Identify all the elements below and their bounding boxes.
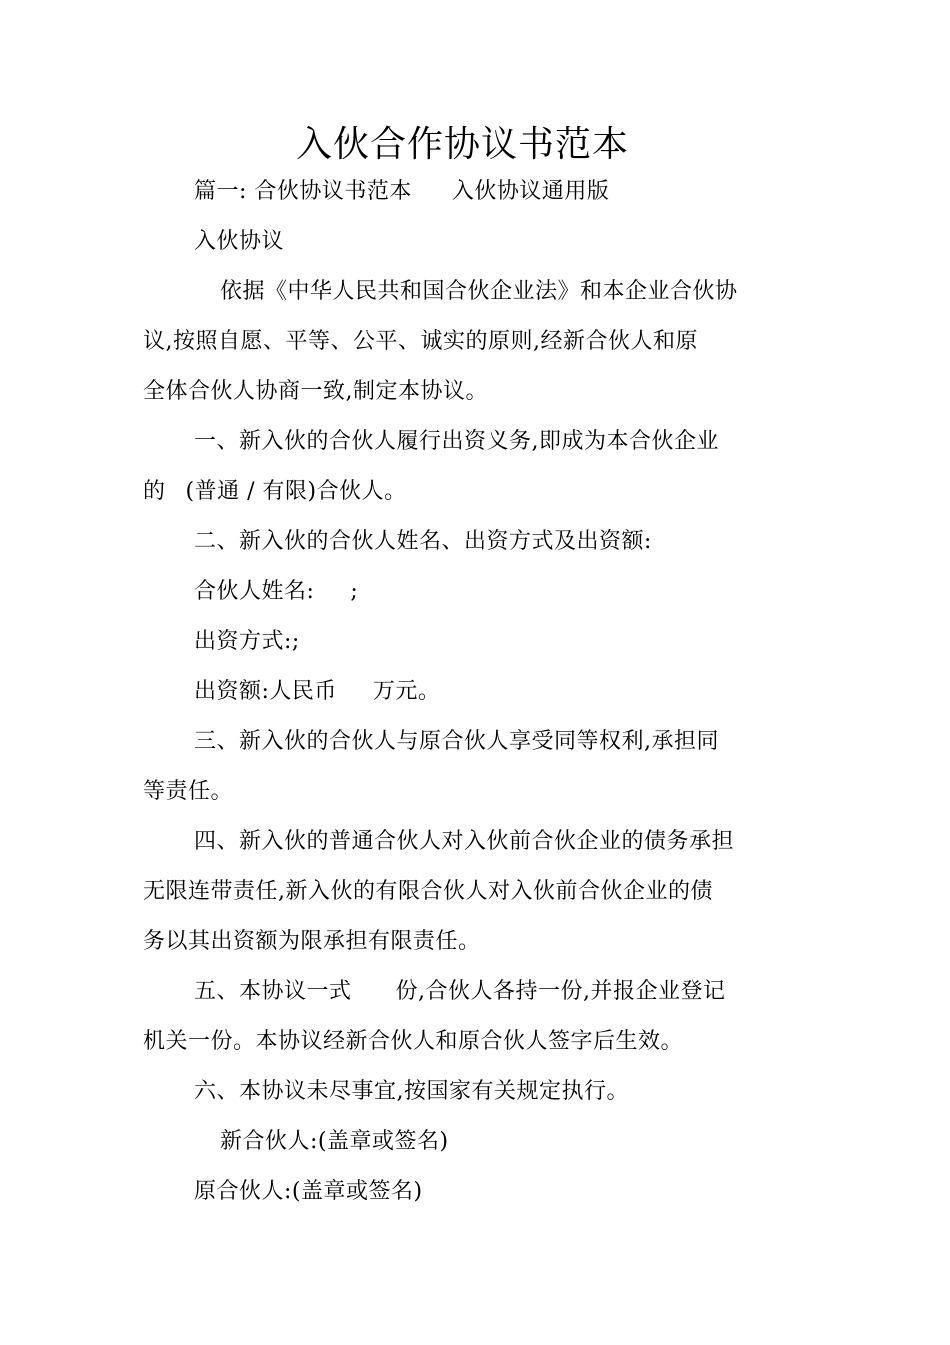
clause-1-prefix: 的: [143, 479, 166, 504]
partner-name-label: 合伙人姓名:: [194, 579, 315, 604]
new-partner-signature: 新合伙人:(盖章或签名): [220, 1129, 449, 1154]
clause-5-line-2: 机关一份。本协议经新合伙人和原合伙人签字后生效。: [143, 1029, 684, 1054]
clause-4-line-1: 四、新入伙的普通合伙人对入伙前合伙企业的债务承担: [194, 829, 735, 854]
contribution-amount-line: [194, 677, 440, 707]
original-partner-signature: 原合伙人:(盖章或签名): [194, 1179, 423, 1204]
clause-5-rest: 份,合伙人各持一份,并报企业登记: [395, 979, 726, 1004]
section-heading: 入伙协议: [194, 229, 285, 254]
subtitle-line: [194, 177, 609, 207]
partner-name-end: ;: [350, 579, 359, 604]
clause-1-type: (普通 / 有限)合伙人。: [185, 479, 407, 504]
clause-5-line-1: [194, 977, 726, 1007]
partner-name-line: [194, 577, 358, 607]
subtitle-right: 入伙协议通用版: [451, 179, 610, 204]
document-title: 入伙合作协议书范本: [295, 124, 629, 165]
clause-2: 二、新入伙的合伙人姓名、出资方式及出资额:: [194, 529, 652, 554]
clause-1-line-2: [143, 477, 407, 507]
intro-line-2: 议,按照自愿、平等、公平、诚实的原则,经新合伙人和原: [143, 329, 698, 354]
clause-6: 六、本协议未尽事宜,按国家有关规定执行。: [194, 1079, 629, 1104]
subtitle-left: 篇一: 合伙协议书范本: [194, 179, 412, 204]
intro-line-3: 全体合伙人协商一致,制定本协议。: [143, 379, 488, 404]
clause-1-line-1: 一、新入伙的合伙人履行出资义务,即成为本合伙企业: [194, 429, 719, 454]
intro-line-1: 依据《中华人民共和国合伙企业法》和本企业合伙协: [220, 279, 738, 304]
contribution-amount-unit: 万元。: [372, 679, 441, 704]
clause-4-line-3: 务以其出资额为限承担有限责任。: [143, 929, 481, 954]
clause-3-line-2: 等责任。: [143, 779, 234, 804]
contribution-method: 出资方式:;: [194, 629, 300, 654]
clause-3-line-1: 三、新入伙的合伙人与原合伙人享受同等权利,承担同: [194, 729, 719, 754]
clause-5-start: 五、本协议一式: [194, 979, 352, 1004]
contribution-amount-label: 出资额:人民币: [194, 679, 337, 704]
clause-4-line-2: 无限连带责任,新入伙的有限合伙人对入伙前合伙企业的债: [143, 879, 713, 904]
